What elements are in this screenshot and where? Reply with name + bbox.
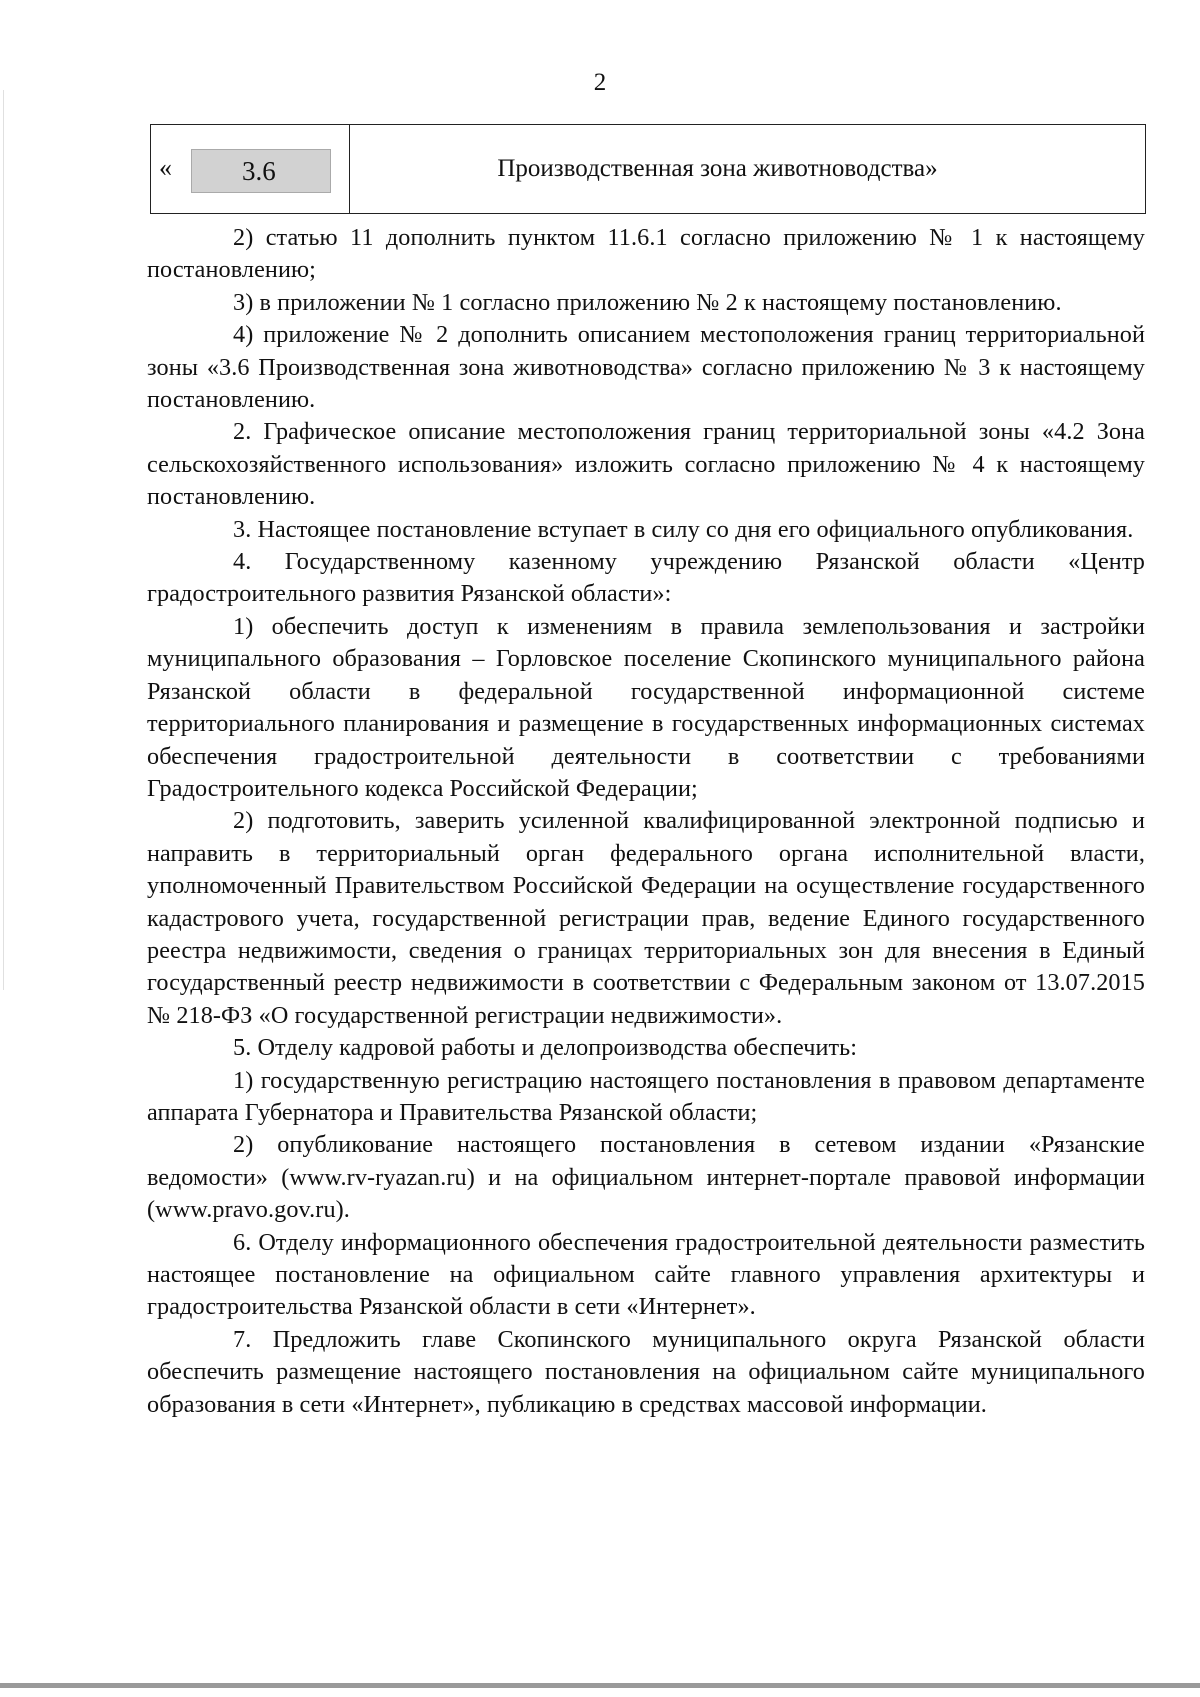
zone-code: 3.6 xyxy=(191,149,331,193)
paragraph: 2) подготовить, заверить усиленной квалифицированной электронной подписью и направить в территориальный орган федерального органа исполнительной власти, уполномоченный Правительством Российской Федерации на осуществление государственного кадастрового учета, государственной регистрации прав, ведение Единого государственного реестра недвижимости, сведения о границах территориальных зон для внесения в Единый государственный реестр недвижимости в соответствии с Федеральным законом от 13.07.2015 № 218-ФЗ «О государственной регистрации недвижимости». xyxy=(147,807,1145,1029)
paragraph: 1) государственную регистрацию настоящего постановления в правовом департаменте аппарата Губернатора и Правительства Рязанской области; xyxy=(147,1066,1145,1126)
paragraph: 3) в приложении № 1 согласно приложению № 2 к настоящему постановлению. xyxy=(233,288,1062,316)
paragraph: 5. Отделу кадровой работы и делопроизводства обеспечить: xyxy=(233,1034,858,1062)
paragraph: 4) приложение № 2 дополнить описанием местоположения границ территориальной зоны «3.6 Производственная зона животноводства» согласно приложению № 3 к настоящему постановлению. xyxy=(147,321,1145,414)
paragraph: 4. Государственному казенному учреждению Рязанской области «Центр градостроительного развития Рязанской области»: xyxy=(147,548,1145,608)
paragraph: 1) обеспечить доступ к изменениям в правила землепользования и застройки муниципального образования – Горловское поселение Скопинского муниципального района Рязанской области в федеральной государственной информационной системе территориального планирования и размещение в государственных информационных системах обеспечения градостроительной деятельности в соответствии с требованиями Градостроительного кодекса Российской Федерации; xyxy=(147,612,1145,802)
zone-table-row xyxy=(150,124,1146,214)
scan-edge-line xyxy=(3,90,4,990)
zone-name-cell xyxy=(350,125,1145,213)
paragraph: 3. Настоящее постановление вступает в силу со дня его официального опубликования. xyxy=(233,515,1134,543)
scan-bottom-edge xyxy=(0,1683,1200,1688)
paragraph: 2) статью 11 дополнить пунктом 11.6.1 согласно приложению № 1 к настоящему постановлению; xyxy=(147,224,1145,284)
zone-code-cell xyxy=(151,125,350,213)
paragraph: 6. Отделу информационного обеспечения градостроительной деятельности разместить настоящее постановление на официальном сайте главного управления архитектуры и градостроительства Рязанской области в сети «Интернет». xyxy=(147,1228,1145,1321)
opening-quote: « xyxy=(159,153,172,182)
paragraph: 7. Предложить главе Скопинского муниципального округа Рязанской области обеспечить размещение настоящего постановления на официальном сайте муниципального образования в сети «Интернет», публикацию в средствах массовой информации. xyxy=(147,1325,1145,1418)
document-body xyxy=(147,222,1145,1421)
page-number: 2 xyxy=(593,69,607,96)
zone-name: Производственная зона животноводства» xyxy=(497,155,938,182)
paragraph: 2. Графическое описание местоположения границ территориальной зоны «4.2 Зона сельскохозяйственного использования» изложить согласно приложению № 4 к настоящему постановлению. xyxy=(147,418,1145,511)
paragraph: 2) опубликование настоящего постановления в сетевом издании «Рязанские ведомости» (www.rv-ryazan.ru) и на официальном интернет-портале правовой информации (www.pravo.gov.ru). xyxy=(147,1131,1145,1224)
